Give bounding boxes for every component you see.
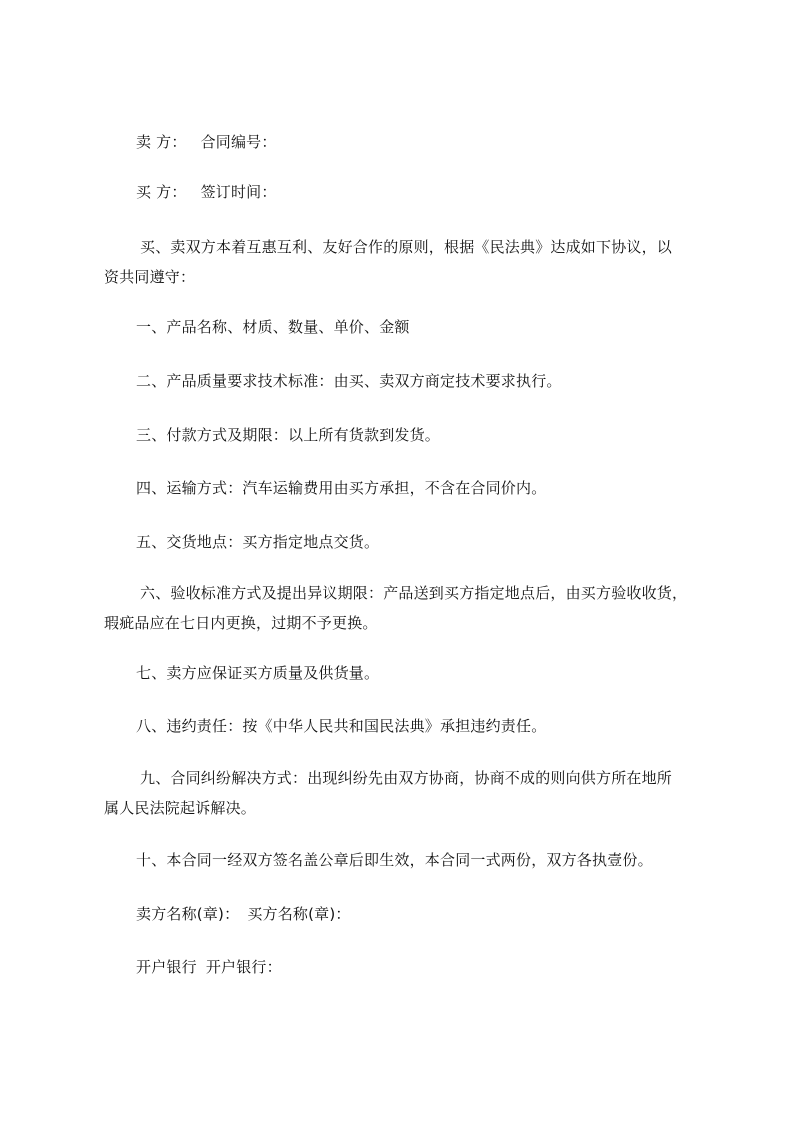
clause-4: 四、运输方式：汽车运输费用由买方承担，不含在合同价内。 — [136, 479, 547, 497]
bank-row — [136, 957, 282, 977]
intro-line-2: 资共同遵守： — [104, 268, 196, 286]
intro-paragraph — [104, 232, 706, 292]
clause-8: 八、违约责任：按《中华人民共和国民法典》承担违约责任。 — [136, 717, 547, 735]
buyer-bank-label: 开户银行： — [205, 958, 282, 976]
sign-time-label: 签订时间： — [200, 183, 277, 201]
seller-bank-label: 开户银行 — [136, 958, 197, 976]
clause-6-line-1: 六、验收标准方式及提出异议期限：产品送到买方指定地点后，由买方验收收货， — [140, 584, 688, 602]
clause-6 — [104, 578, 706, 638]
contract-no-label: 合同编号： — [200, 133, 277, 151]
buyer-label: 买 方： — [136, 183, 187, 201]
intro-line-1: 买、卖双方本着互惠互利、友好合作的原则，根据《民法典》达成如下协议，以 — [140, 238, 673, 256]
seller-contract-no-row — [136, 132, 277, 152]
buyer-sign-time-row — [136, 182, 277, 202]
clause-2: 二、产品质量要求技术标准：由买、卖双方商定技术要求执行。 — [136, 372, 562, 390]
signature-name-row — [136, 904, 351, 924]
clause-10: 十、本合同一经双方签名盖公章后即生效，本合同一式两份，双方各执壹份。 — [136, 851, 653, 869]
buyer-name-label: 买方名称(章)： — [247, 905, 351, 923]
clause-9-line-1: 九、合同纠纷解决方式：出现纠纷先由双方协商，协商不成的则向供方所在地所 — [140, 769, 673, 787]
clause-3: 三、付款方式及期限：以上所有货款到发货。 — [136, 426, 441, 444]
seller-name-label: 卖方名称(章)： — [136, 905, 240, 923]
clause-9 — [104, 763, 706, 823]
clause-7: 七、卖方应保证买方质量及供货量。 — [136, 664, 380, 682]
clause-5: 五、交货地点：买方指定地点交货。 — [136, 533, 380, 551]
clause-6-line-2: 瑕疵品应在七日内更换，过期不予更换。 — [104, 614, 378, 632]
clause-9-line-2: 属人民法院起诉解决。 — [104, 799, 257, 817]
seller-label: 卖 方： — [136, 133, 187, 151]
clause-1: 一、产品名称、材质、数量、单价、金额 — [136, 318, 410, 336]
